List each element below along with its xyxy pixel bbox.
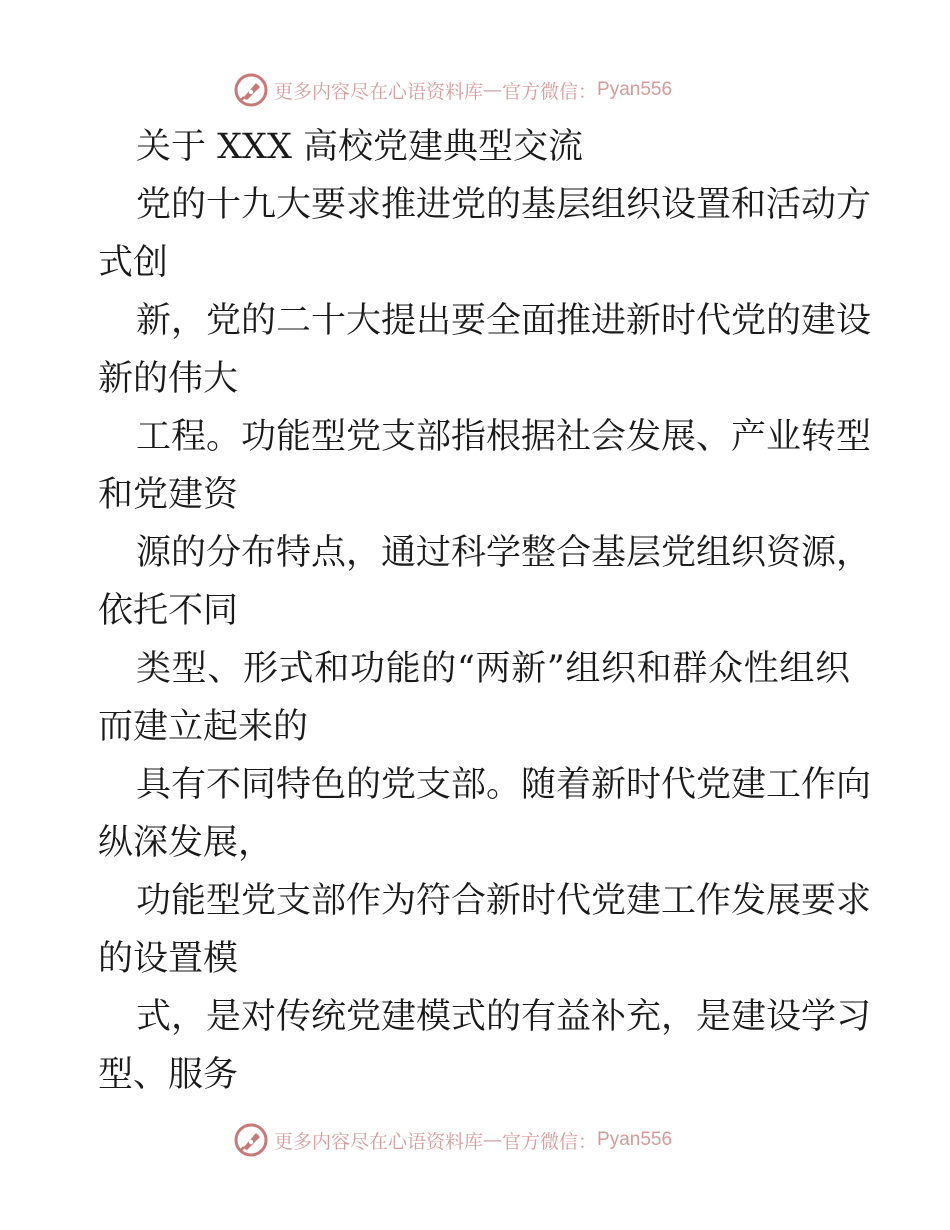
watermark-wechat-label: 官方微信： — [502, 80, 598, 103]
pen-nib-logo-icon — [234, 73, 268, 107]
footer-watermark — [234, 1120, 754, 1160]
document-title: 关于 XXX 高校党建典型交流 — [136, 127, 584, 167]
watermark-brand: 更多内容尽在心语资料库 — [274, 80, 484, 103]
text-line: 新，党的二十大提出要全面推进新时代党的建设 — [136, 301, 872, 341]
text-line: 功能型党支部作为符合新时代党建工作发展要求 — [136, 881, 872, 921]
watermark-wechat-id: Pyan556 — [597, 1129, 673, 1150]
watermark-brand: 更多内容尽在心语资料库 — [274, 1130, 484, 1153]
text-line: 式创 — [98, 243, 169, 283]
text-line: 而建立起来的 — [98, 707, 309, 747]
text-line: 源的分布特点，通过科学整合基层党组织资源， — [136, 533, 872, 573]
watermark-separator: — — [483, 1129, 503, 1151]
document-body — [98, 118, 872, 1104]
text-line: 纵深发展， — [98, 823, 274, 863]
pen-nib-logo-icon — [234, 1123, 268, 1157]
text-line: 新的伟大 — [98, 359, 239, 399]
header-watermark — [234, 70, 754, 110]
text-line: 和党建资 — [98, 475, 239, 515]
text-line: 具有不同特色的党支部。随着新时代党建工作向 — [136, 765, 872, 805]
text-line: 工程。功能型党支部指根据社会发展、产业转型 — [136, 417, 872, 457]
text-line: 依托不同 — [98, 591, 239, 631]
watermark-wechat-id: Pyan556 — [597, 79, 673, 100]
watermark-separator: — — [483, 79, 503, 101]
text-line: 党的十九大要求推进党的基层组织设置和活动方 — [136, 185, 872, 225]
text-line: 类型、形式和功能的“两新”组织和群众性组织 — [136, 649, 850, 689]
watermark-wechat-label: 官方微信： — [502, 1130, 598, 1153]
text-line: 的设置模 — [98, 939, 239, 979]
text-line: 式，是对传统党建模式的有益补充，是建设学习 — [136, 997, 872, 1037]
text-line: 型、服务 — [98, 1055, 239, 1095]
